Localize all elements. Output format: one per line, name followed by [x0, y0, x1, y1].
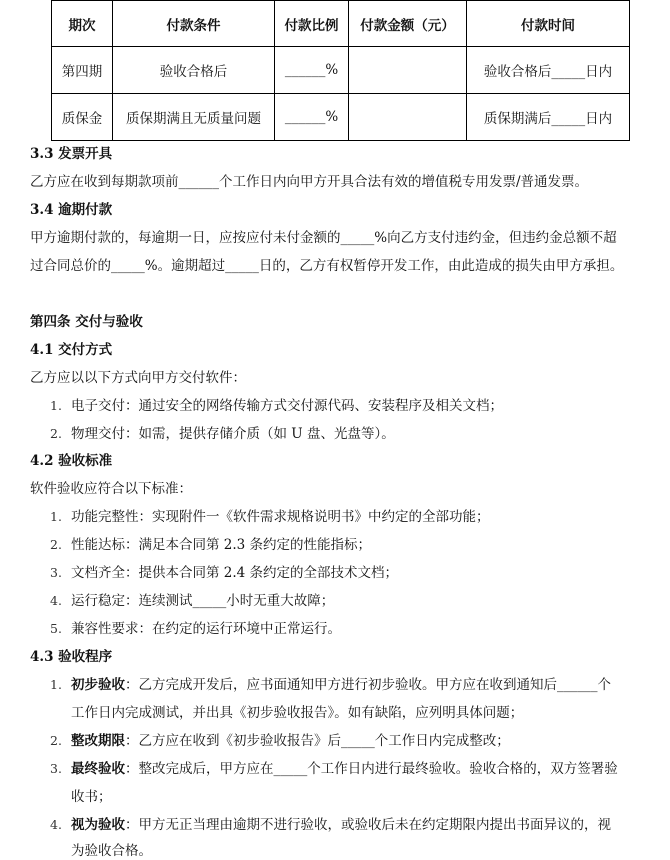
- list-text: 兼容性要求：在约定的运行环境中正常运行。: [71, 621, 341, 637]
- section-heading-3-4: 3.4 逾期付款: [30, 202, 113, 218]
- list-text-continued: 为验收合格。: [71, 843, 152, 859]
- list-item: [0, 564, 670, 582]
- table-header-cell: 付款条件: [113, 1, 275, 47]
- table-header-cell: 期次: [52, 1, 113, 47]
- table-cell: 质保期满且无质量问题: [113, 94, 275, 141]
- table-header-row: [52, 1, 630, 47]
- list-text: 电子交付：通过安全的网络传输方式交付源代码、安装程序及相关文档；: [71, 398, 503, 414]
- table-cell: 验收合格后: [113, 47, 275, 94]
- paragraph: 软件验收应符合以下标准：: [30, 481, 192, 497]
- table-row: [52, 94, 630, 141]
- table-row: [52, 47, 630, 94]
- list-term: 整改期限: [71, 733, 125, 749]
- list-number: 2.: [50, 426, 62, 441]
- list-text: ：整改完成后，甲方应在_____个工作日内进行最终验收。验收合格的，双方签署验: [125, 761, 618, 777]
- list-item: [0, 508, 670, 526]
- list-number: 2.: [50, 537, 62, 552]
- list-text-continued: 工作日内完成测试，并出具《初步验收报告》。如有缺陷，应列明具体问题；: [71, 705, 524, 721]
- section-heading-4-3: 4.3 验收程序: [30, 649, 113, 665]
- list-text: 运行稳定：连续测试_____小时无重大故障；: [71, 593, 335, 609]
- list-number: 1.: [50, 509, 62, 524]
- list-number: 1.: [50, 677, 62, 692]
- table-header-cell: 付款比例: [275, 1, 349, 47]
- table-cell: ______%: [275, 47, 349, 94]
- list-term: 视为验收: [71, 817, 125, 833]
- table-cell: [349, 47, 467, 94]
- table-cell: [349, 94, 467, 141]
- list-text: 物理交付：如需，提供存储介质（如 U 盘、光盘等）。: [71, 426, 395, 442]
- section-heading-3-3: 3.3 发票开具: [30, 146, 113, 162]
- list-number: 2.: [50, 733, 62, 748]
- paragraph: 过合同总价的_____%。逾期超过_____日的，乙方有权暂停开发工作，由此造成的损失由甲方承担。: [30, 258, 624, 274]
- list-item: [0, 425, 670, 443]
- paragraph: 乙方应以以下方式向甲方交付软件：: [30, 370, 246, 386]
- list-term: 初步验收: [71, 677, 125, 693]
- table-cell: 质保期满后_____日内: [467, 94, 630, 141]
- list-item: [0, 816, 670, 859]
- paragraph: 甲方逾期付款的，每逾期一日，应按应付未付金额的_____%向乙方支付违约金，但违约金总额不超: [30, 230, 617, 246]
- list-item: [0, 760, 670, 806]
- list-item: [0, 732, 670, 750]
- list-number: 4.: [50, 593, 62, 608]
- list-text-continued: 收书；: [71, 789, 112, 805]
- table-cell: 第四期: [52, 47, 113, 94]
- list-text: ：甲方无正当理由逾期不进行验收，或验收后未在约定期限内提出书面异议的，视: [125, 817, 611, 833]
- list-text: 功能完整性：实现附件一《软件需求规格说明书》中约定的全部功能；: [71, 509, 490, 525]
- payment-table: [51, 0, 630, 141]
- table-cell: ______%: [275, 94, 349, 141]
- table-header-cell: 付款金额（元）: [349, 1, 467, 47]
- table-cell: 验收合格后_____日内: [467, 47, 630, 94]
- list-number: 5.: [50, 621, 62, 636]
- list-item: [0, 536, 670, 554]
- list-item: [0, 592, 670, 610]
- table-header-cell: 付款时间: [467, 1, 630, 47]
- list-text: ：乙方应在收到《初步验收报告》后_____个工作日内完成整改；: [125, 733, 510, 749]
- section-heading-4-1: 4.1 交付方式: [30, 342, 113, 358]
- list-text: 文档齐全：提供本合同第 2.4 条约定的全部技术文档；: [71, 565, 399, 581]
- list-number: 1.: [50, 398, 62, 413]
- list-term: 最终验收: [71, 761, 125, 777]
- list-item: [0, 620, 670, 638]
- list-number: 4.: [50, 817, 62, 832]
- section-heading-4-2: 4.2 验收标准: [30, 453, 113, 469]
- table-cell: 质保金: [52, 94, 113, 141]
- list-text: 性能达标：满足本合同第 2.3 条约定的性能指标；: [71, 537, 372, 553]
- article-title: 第四条 交付与验收: [30, 314, 143, 330]
- list-number: 3.: [50, 565, 62, 580]
- paragraph: 乙方应在收到每期款项前______个工作日内向甲方开具合法有效的增值税专用发票/普通发票。: [30, 174, 589, 190]
- list-item: [0, 676, 670, 722]
- list-item: [0, 397, 670, 415]
- list-number: 3.: [50, 761, 62, 776]
- list-text: ：乙方完成开发后，应书面通知甲方进行初步验收。甲方应在收到通知后______个: [125, 677, 611, 693]
